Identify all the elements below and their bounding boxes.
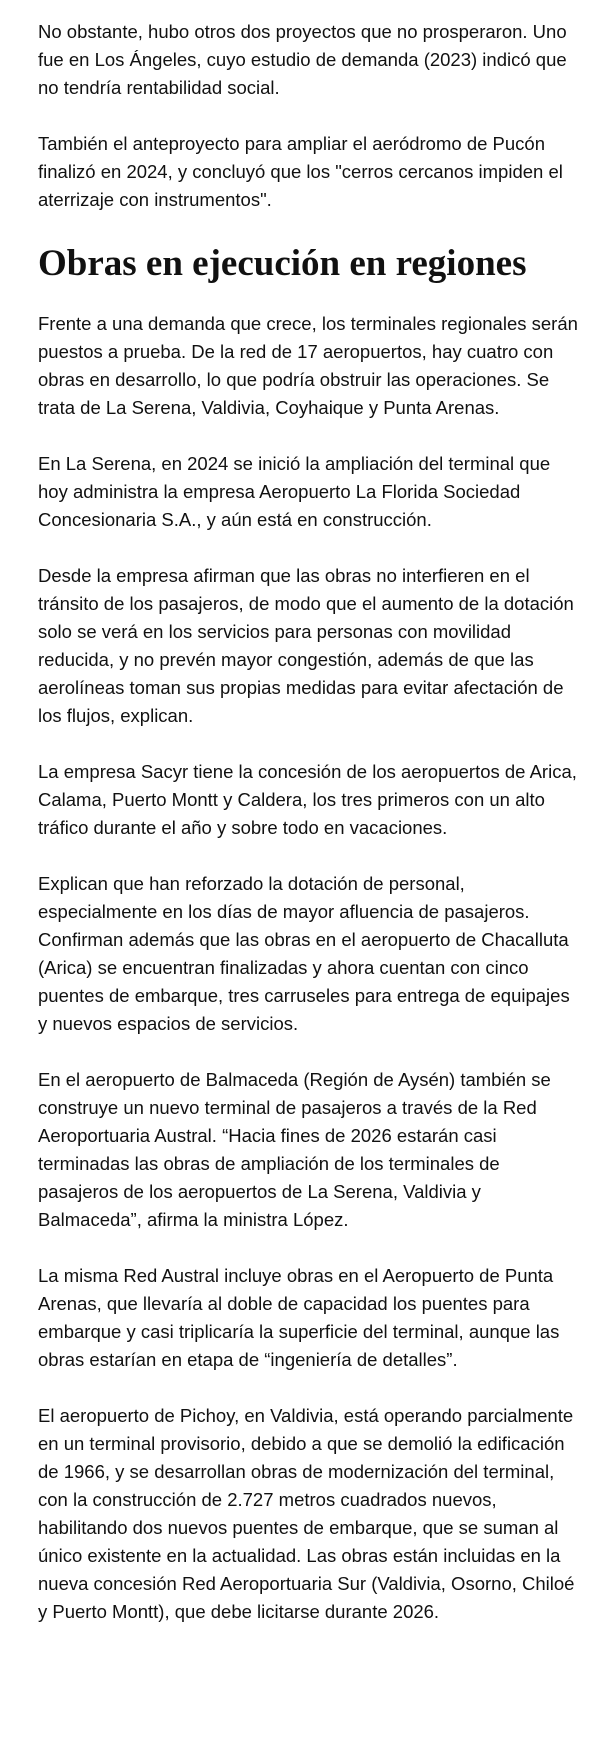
paragraph-pucon: También el anteproyecto para ampliar el aeródromo de Pucón finalizó en 2024, y concluyó que los "cerros cercanos impiden el aterrizaje con instrumentos". <box>38 133 563 210</box>
paragraph-pichoy: El aeropuerto de Pichoy, en Valdivia, está operando parcialmente en un terminal provisorio, debido a que se demolió la edificación de 1966, y se desarrollan obras de modernización del terminal, con la construcción de 2.727 metros cuadrados nuevos, habilitando dos nuevos puentes de embarque, que se suman al único existente en la actualidad. Las obras están incluidas en la nueva concesión Red Aeroportuaria Sur (Valdivia, Osorno, Chiloé y Puerto Montt), que debe licitarse durante 2026. <box>38 1405 575 1622</box>
paragraph-otros-proyectos: No obstante, hubo otros dos proyectos que no prosperaron. Uno fue en Los Ángeles, cuyo estudio de demanda (2023) indicó que no tendría rentabilidad social. <box>38 21 567 98</box>
paragraph-chacalluta: Explican que han reforzado la dotación de personal, especialmente en los días de mayor afluencia de pasajeros. Confirman además que las obras en el aeropuerto de Chacalluta (Arica) se encuentran finalizadas y ahora cuentan con cinco puentes de embarque, tres carruseles para entrega de equipajes y nuevos espacios de servicios. <box>38 873 570 1034</box>
paragraph-balmaceda: En el aeropuerto de Balmaceda (Región de Aysén) también se construye un nuevo terminal de pasajeros a través de la Red Aeroportuaria Austral. “Hacia fines de 2026 estarán casi terminadas las obras de ampliación de los terminales de pasajeros de los aeropuertos de La Serena, Valdivia y Balmaceda”, afirma la ministra López. <box>38 1069 551 1230</box>
paragraph-punta-arenas: La misma Red Austral incluye obras en el Aeropuerto de Punta Arenas, que llevaría al doble de capacidad los puentes para embarque y casi triplicaría la superficie del terminal, aunque las obras estarían en etapa de “ingeniería de detalles”. <box>38 1265 560 1370</box>
paragraph-la-serena: En La Serena, en 2024 se inició la ampliación del terminal que hoy administra la empresa Aeropuerto La Florida Sociedad Concesionaria S.A., y aún está en construcción. <box>38 453 551 530</box>
section-heading: Obras en ejecución en regiones <box>38 243 527 284</box>
paragraph-demanda: Frente a una demanda que crece, los terminales regionales serán puestos a prueba. De la red de 17 aeropuertos, hay cuatro con obras en desarrollo, lo que podría obstruir las operaciones. Se trata de La Serena, Valdivia, Coyhaique y Punta Arenas. <box>38 313 578 418</box>
paragraph-sacyr: La empresa Sacyr tiene la concesión de los aeropuertos de Arica, Calama, Puerto Montt y Caldera, los tres primeros con un alto tráfico durante el año y sobre todo en vacaciones. <box>38 761 577 838</box>
paragraph-empresa: Desde la empresa afirman que las obras no interfieren en el tránsito de los pasajeros, de modo que el aumento de la dotación solo se verá en los servicios para personas con movilidad reducida, y no prevén mayor congestión, además de que las aerolíneas toman sus propias medidas para evitar afectación de los flujos, explican. <box>38 565 574 726</box>
